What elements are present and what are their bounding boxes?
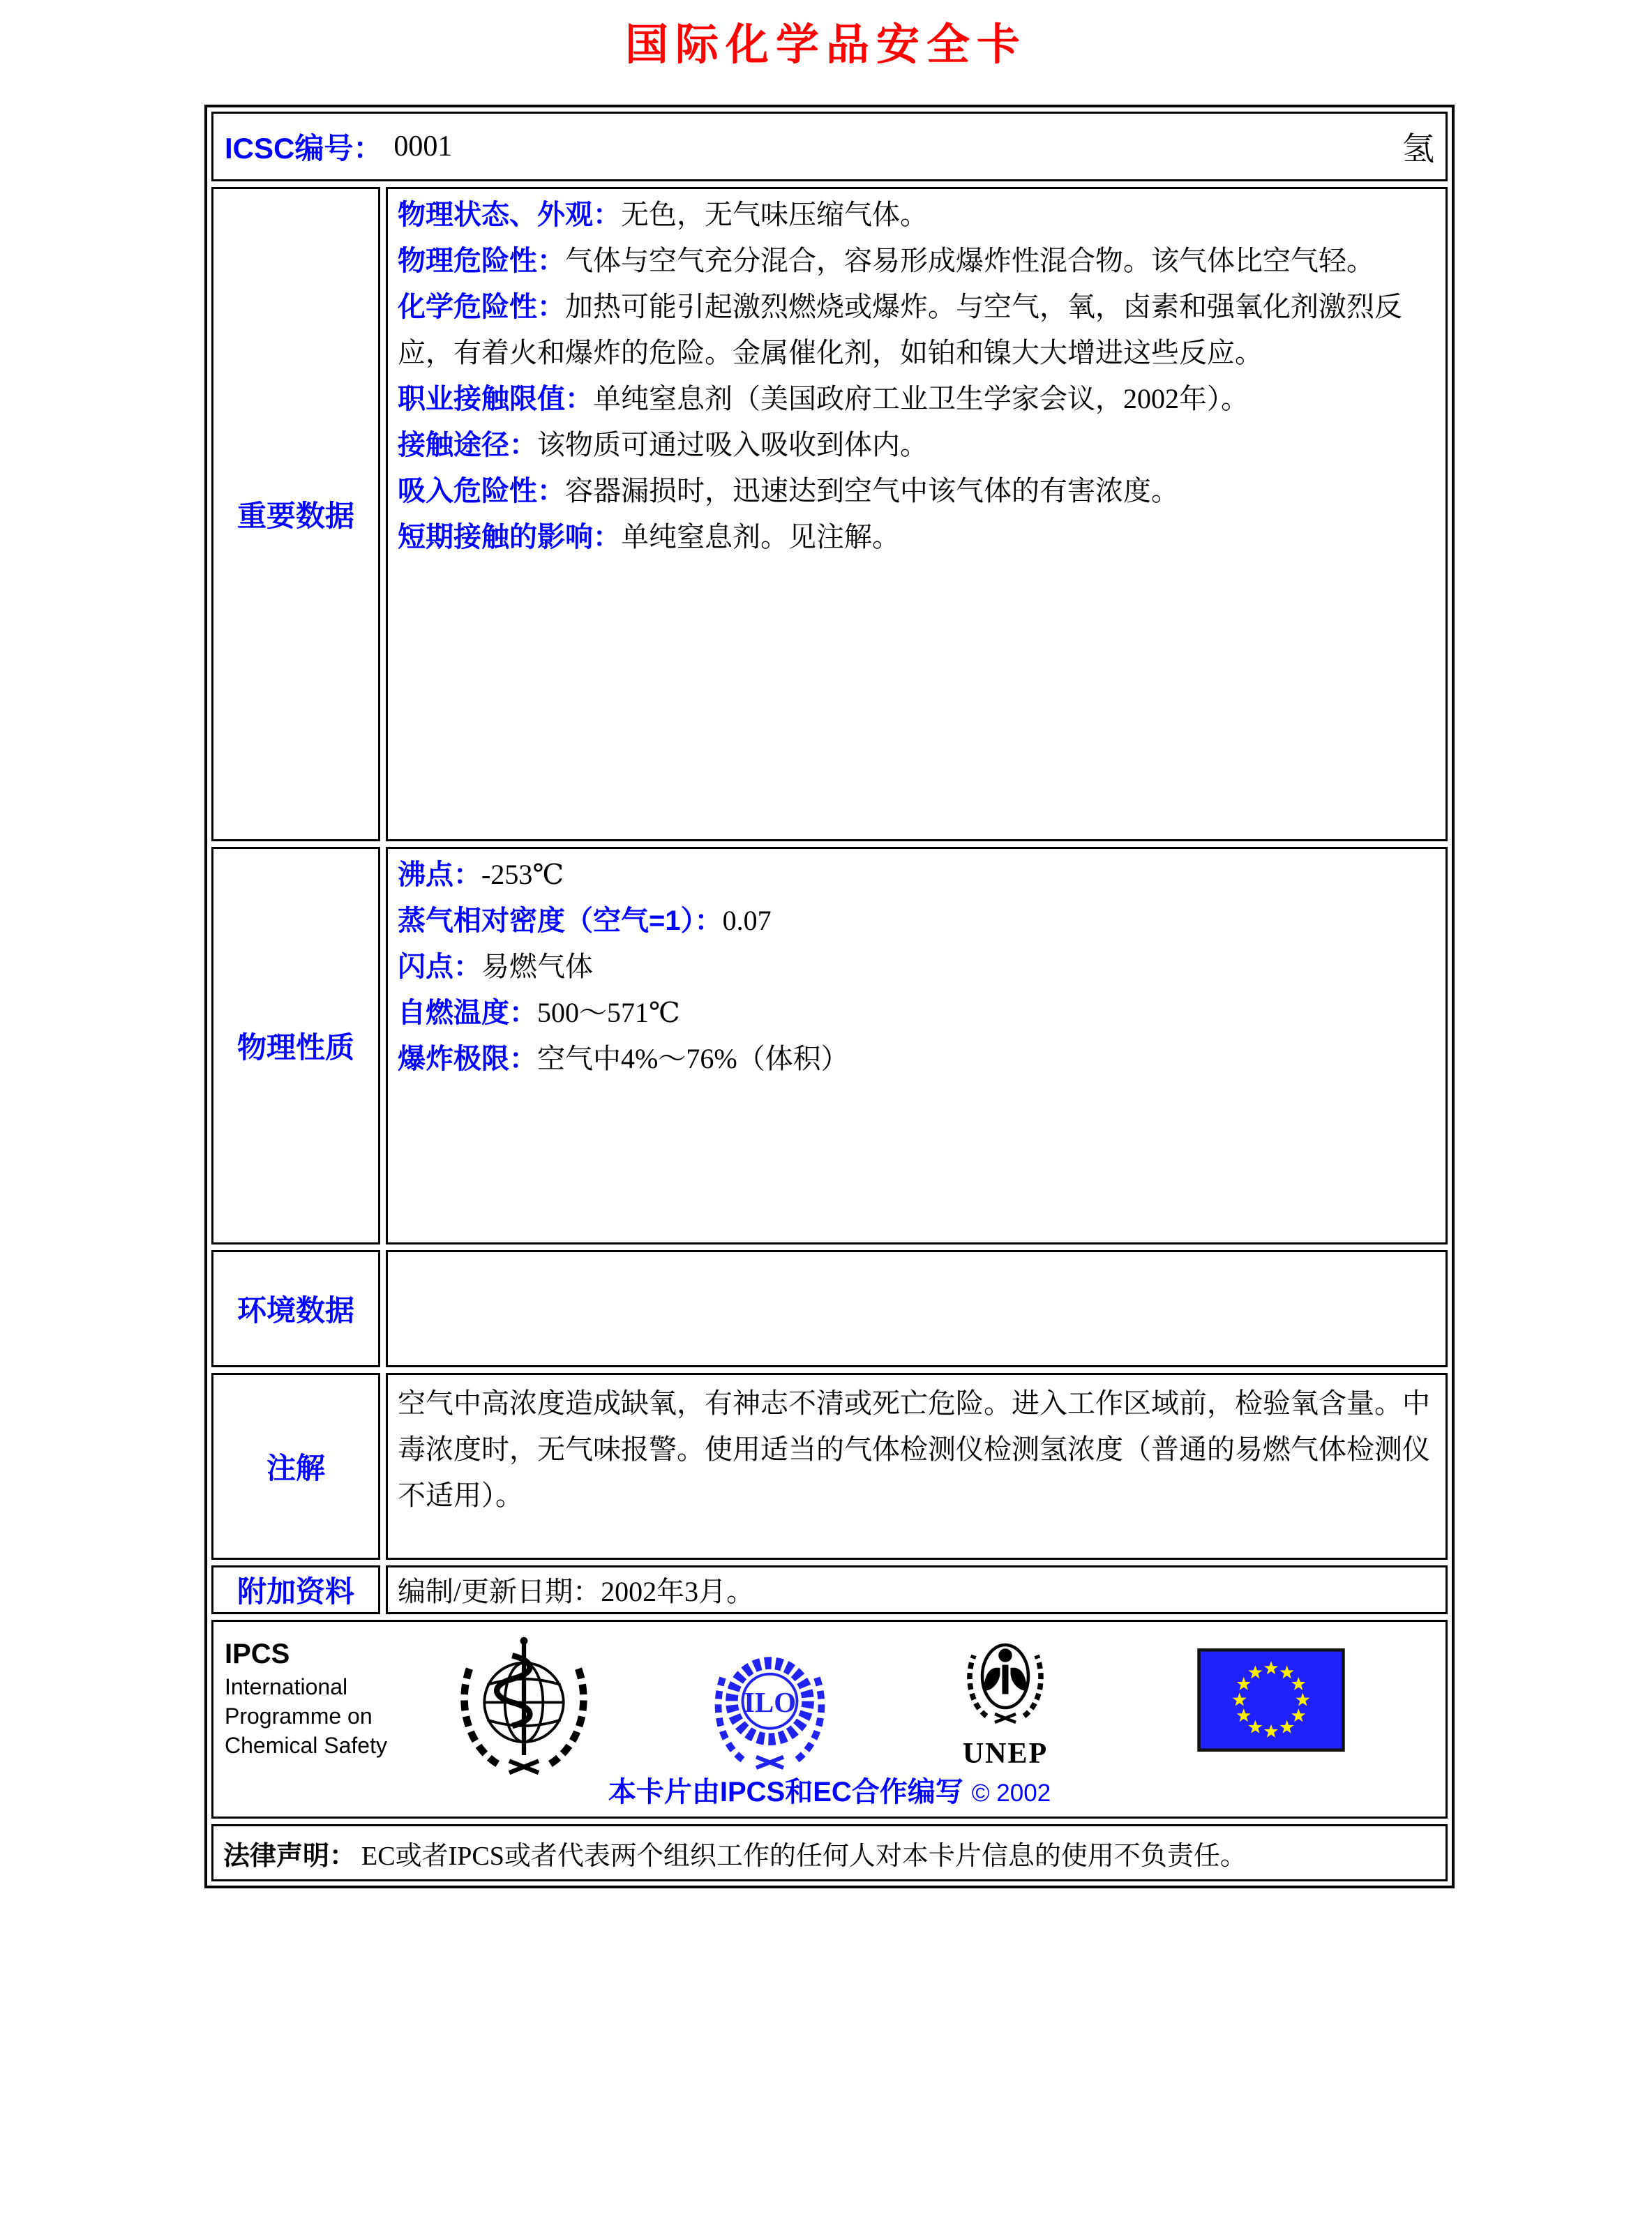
- section-row-notes: [211, 1373, 1448, 1560]
- entry-label: 闪点：: [398, 952, 481, 982]
- entry-label: 短期接触的影响：: [398, 522, 621, 552]
- entry-label: 爆炸极限：: [398, 1044, 537, 1074]
- svg-text:ILO: ILO: [743, 1687, 797, 1719]
- copyright-line: [213, 1770, 1446, 1810]
- entry-text: 2002年3月。: [601, 1576, 755, 1607]
- section-label-notes: 注解: [211, 1373, 380, 1560]
- copyright-text: 本卡片由IPCS和EC合作编写: [608, 1777, 963, 1807]
- entry-label: 编制/更新日期：: [398, 1576, 601, 1607]
- entry-line: [398, 944, 1436, 990]
- section-content-notes: [386, 1373, 1448, 1560]
- section-label-environmental-data: 环境数据: [211, 1250, 380, 1367]
- icsc-card: [204, 105, 1455, 1888]
- chemical-name: 氢: [1402, 131, 1434, 167]
- section-content-physical-properties: [386, 847, 1448, 1244]
- entry-line: [398, 990, 1436, 1036]
- section-label-physical-properties: 物理性质: [211, 847, 380, 1244]
- icsc-number-label: ICSC编号：: [225, 132, 383, 165]
- entry-text: 单纯窒息剂。见注解。: [621, 521, 900, 552]
- icsc-number-value: 0001: [393, 130, 453, 163]
- legal-label: 法律声明：: [223, 1841, 356, 1871]
- section-content-additional-info: [386, 1565, 1448, 1614]
- ipcs-text-block: [225, 1636, 387, 1760]
- ipcs-name-line: Programme on: [225, 1704, 373, 1729]
- entry-label: 化学危险性：: [398, 292, 565, 322]
- section-row-physical-properties: [211, 847, 1448, 1244]
- unep-logo-icon: [953, 1630, 1058, 1735]
- section-row-additional-info: [211, 1565, 1448, 1614]
- entry-line: [398, 1381, 1436, 1519]
- entry-label: 蒸气相对密度（空气=1）：: [398, 905, 723, 936]
- who-logo-icon: [451, 1629, 597, 1779]
- section-row-important-data: [211, 187, 1448, 841]
- ipcs-acronym: IPCS: [225, 1639, 290, 1669]
- section-label-important-data: 重要数据: [211, 187, 380, 841]
- entry-line: [398, 422, 1436, 468]
- section-content-important-data: [386, 187, 1448, 841]
- entry-label: 自燃温度：: [398, 998, 537, 1028]
- entry-line: [398, 1036, 1436, 1082]
- entry-text: 该物质可通过吸入吸收到体内。: [537, 429, 928, 460]
- entry-line: [398, 514, 1436, 560]
- ipcs-name-line: International: [225, 1674, 348, 1699]
- eu-flag-icon: [1197, 1648, 1345, 1752]
- entry-text: 容器漏损时，迅速达到空气中该气体的有害浓度。: [565, 475, 1179, 506]
- entry-label: 吸入危险性：: [398, 476, 565, 506]
- icsc-header-cell: [211, 112, 1448, 181]
- entry-text: 加热可能引起激烈燃烧或爆炸。与空气，氧，卤素和强氧化剂激烈反应，有着火和爆炸的危险。金属催化剂，如铂和镍大大增进这些反应。: [398, 291, 1402, 368]
- footer-logos-row: [211, 1620, 1448, 1819]
- entry-text: 空气中高浓度造成缺氧，有神志不清或死亡危险。进入工作区域前，检验氧含量。中毒浓度时，无气味报警。使用适当的气体检测仪检测氢浓度（普通的易燃气体检测仪不适用）。: [398, 1388, 1430, 1511]
- legal-cell: [211, 1824, 1448, 1881]
- entry-label: 物理危险性：: [398, 246, 565, 276]
- entry-label: 沸点：: [398, 859, 481, 890]
- entry-text: 0.07: [722, 905, 772, 936]
- entry-text: 易燃气体: [481, 951, 593, 982]
- legal-text: EC或者IPCS或者代表两个组织工作的任何人对本卡片信息的使用不负责任。: [361, 1841, 1247, 1871]
- entry-label: 物理状态、外观：: [398, 200, 621, 230]
- unep-logo: [953, 1630, 1058, 1769]
- legal-row: [211, 1824, 1448, 1881]
- section-row-environmental-data: [211, 1250, 1448, 1367]
- entry-text: 气体与空气充分混合，容易形成爆炸性混合物。该气体比空气轻。: [565, 245, 1374, 276]
- entry-line: [398, 238, 1436, 284]
- ipcs-name-line: Chemical Safety: [225, 1733, 387, 1758]
- unep-logo-caption: UNEP: [962, 1738, 1049, 1770]
- entry-text: 500～571℃: [537, 997, 680, 1028]
- entry-text: 单纯窒息剂（美国政府工业卫生学家会议，2002年）。: [593, 383, 1249, 414]
- icsc-header-row: [211, 112, 1448, 181]
- copyright-year: © 2002: [971, 1780, 1051, 1807]
- entry-label: 职业接触限值：: [398, 384, 593, 414]
- footer-logos-cell: [211, 1620, 1448, 1819]
- ilo-logo-icon: [702, 1637, 838, 1773]
- entry-line: [398, 898, 1436, 944]
- entry-line: [398, 284, 1436, 376]
- entry-line: [398, 468, 1436, 514]
- page-title: 国际化学品安全卡: [624, 22, 1027, 69]
- entry-line: [398, 192, 1436, 238]
- entry-text: -253℃: [481, 859, 564, 890]
- entry-line: [398, 1569, 1436, 1615]
- entry-line: [398, 852, 1436, 898]
- entry-text: 空气中4%～76%（体积）: [537, 1043, 849, 1074]
- entry-line: [398, 376, 1436, 422]
- section-content-environmental-data: [386, 1250, 1448, 1367]
- entry-label: 接触途径：: [398, 430, 537, 460]
- entry-text: 无色，无气味压缩气体。: [621, 199, 928, 230]
- section-label-additional-info: 附加资料: [211, 1565, 380, 1614]
